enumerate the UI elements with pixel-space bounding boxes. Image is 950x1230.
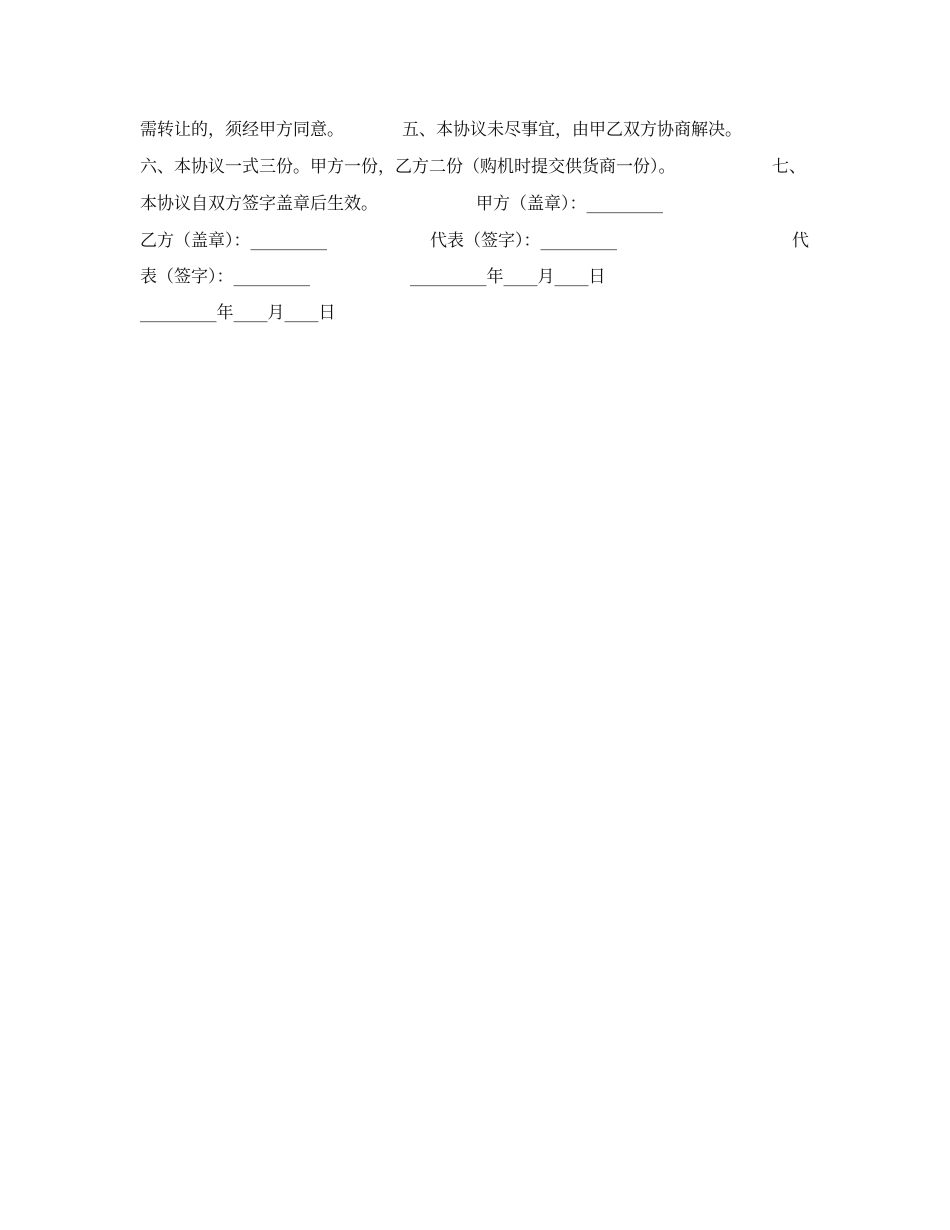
party-a-representative-field: 代表（签字）：_________ (430, 231, 617, 251)
clause-seven-number: 七、 (772, 157, 806, 177)
text-line (140, 191, 812, 217)
clause-seven-text: 本协议自双方签字盖章后生效。 (140, 194, 378, 214)
text-line (140, 154, 812, 180)
clause-five: 五、本协议未尽事宜，由甲乙双方协商解决。 (402, 120, 742, 140)
party-a-seal-field: 甲方（盖章）：_________ (476, 194, 663, 214)
party-b-representative-field: 表（签字）：_________ (140, 267, 310, 287)
party-a-date-field: _________年____月____日 (410, 267, 606, 287)
text-line (140, 264, 812, 290)
party-b-seal-field: 乙方（盖章）：_________ (140, 231, 327, 251)
party-b-date-field: _________年____月____日 (140, 303, 336, 323)
text-line (140, 228, 812, 254)
clause-six: 六、本协议一式三份。甲方一份，乙方二份（购机时提交供货商一份）。 (140, 157, 676, 177)
text-line (140, 300, 812, 326)
text-line (140, 117, 812, 143)
party-b-representative-label-start: 代 (792, 231, 809, 251)
clause-transfer-consent: 需转让的，须经甲方同意。 (140, 120, 344, 140)
